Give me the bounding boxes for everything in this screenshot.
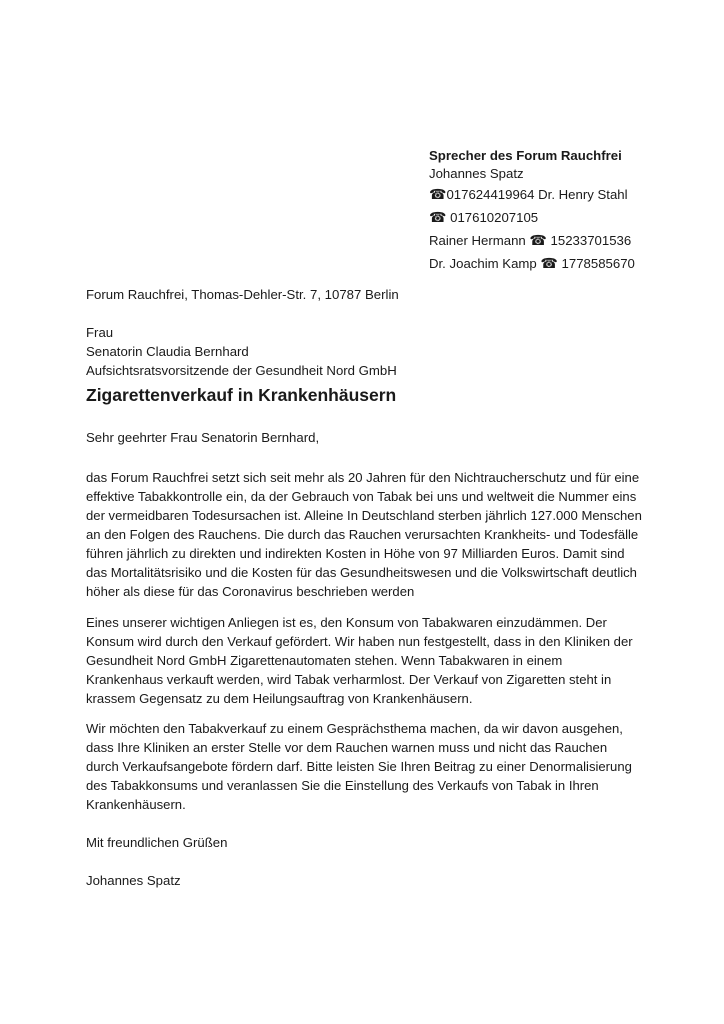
letter-signature: Johannes Spatz (86, 873, 181, 888)
contact-line (429, 183, 709, 206)
contact-name: Dr. Joachim Kamp (429, 256, 541, 271)
body-paragraph: das Forum Rauchfrei setzt sich seit mehr als 20 Jahren für den Nichtraucherschutz und für eine effektive Tabakkontrolle ein, da der Gebrauch von Tabak bei uns und weltweit die Nummer eins der vermeidbaren Todesursachen ist. Alleine In Deutschland sterben jährlich 127.000 Menschen an den Folgen des Rauchens. Die durch das Rauchen verursachten Krankheits- und Todesfälle führen jährlich zu direkten und indirekten Kosten in Höhe von 97 Milliarden Euros. Damit sind das Mortalitätsrisiko und die Kosten für das Gesundheitswesen und die Volkswirtschaft deutlich höher als diese für das Coronavirus beschrieben werden (86, 470, 642, 599)
phone-icon: ☎ (429, 186, 447, 202)
phone-icon: ☎ (540, 255, 558, 271)
contact-line (429, 206, 709, 229)
letter-salutation: Sehr geehrter Frau Senatorin Bernhard, (86, 430, 320, 445)
recipient-role: Aufsichtsratsvorsitzende der Gesundheit Nord GmbH (86, 363, 397, 378)
contact-number: 017610207105 (446, 210, 539, 225)
sender-block (429, 146, 709, 275)
contact-line (429, 252, 709, 275)
recipient-salutation: Frau (86, 325, 114, 340)
contact-number: 15233701536 (546, 233, 632, 248)
phone-icon: ☎ (429, 209, 447, 225)
body-paragraph: Eines unserer wichtigen Anliegen ist es, den Konsum von Tabakwaren einzudämmen. Der Konsum wird durch den Verkauf gefördert. Wir haben nun festgestellt, dass in den Kliniken der Gesundheit Nord GmbH Zigarettenautomaten stehen. Wenn Tabakwaren in einem Krankenhaus verkauft werden, wird Tabak verharmlost. Der Verkauf von Zigaretten steht in krassem Gegensatz zu dem Heilungsauftrag von Krankenhäusern. (86, 615, 633, 706)
sender-title: Sprecher des Forum Rauchfrei (429, 148, 622, 163)
contact-line (429, 229, 709, 252)
sender-name: Johannes Spatz (429, 166, 524, 181)
recipient-name: Senatorin Claudia Bernhard (86, 344, 249, 359)
letter-subject: Zigarettenverkauf in Krankenhäusern (86, 385, 397, 405)
return-address: Forum Rauchfrei, Thomas-Dehler-Str. 7, 10787 Berlin (86, 287, 399, 302)
contact-name: Rainer Hermann (429, 233, 530, 248)
contact-number: 1778585670 (557, 256, 635, 271)
contact-number: 017624419964 (446, 187, 535, 202)
recipient-address (86, 323, 397, 380)
contact-name: Dr. Henry Stahl (534, 187, 628, 202)
letter-closing: Mit freundlichen Grüßen (86, 835, 228, 850)
phone-icon: ☎ (529, 232, 547, 248)
body-paragraph: Wir möchten den Tabakverkauf zu einem Gesprächsthema machen, da wir davon ausgehen, dass Ihre Kliniken an erster Stelle vor dem Rauchen warnen muss und nicht das Rauchen durch Verkaufsangebote fördern darf. Bitte leisten Sie Ihren Beitrag zu einer Denormalisierung des Tabakkonsums und veranlassen Sie die Einstellung des Verkaufs von Tabak in Ihren Krankenhäusern. (86, 721, 632, 812)
